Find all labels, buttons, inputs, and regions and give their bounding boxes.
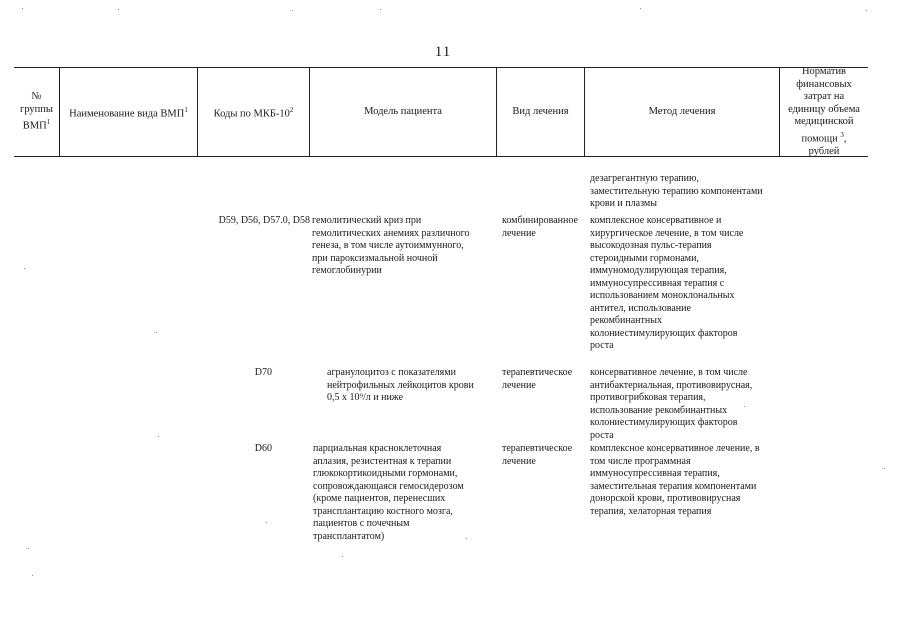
text-line: аплазия, резистентная к терапии bbox=[313, 455, 452, 467]
text-line: роста bbox=[590, 429, 614, 441]
scan-speck bbox=[884, 468, 885, 469]
text-line: том числе программная bbox=[590, 455, 691, 467]
text-line: заместительную терапию компонентами bbox=[590, 185, 763, 197]
scan-speck bbox=[158, 436, 159, 437]
header-group-no-line: № bbox=[31, 91, 42, 102]
text-line: антител, использование bbox=[590, 302, 691, 314]
treatment-type-cell bbox=[502, 215, 578, 240]
text-line: трансплантатом) bbox=[313, 530, 385, 542]
text-line: сопровождающаяся гемосидерозом bbox=[313, 480, 464, 492]
text-line: комбинированное bbox=[502, 215, 578, 226]
header-cost-norm-line: рублей bbox=[808, 145, 840, 157]
text-line: иммуносупрессивная терапия с bbox=[590, 277, 725, 289]
text-line: дезагрегантную терапию, bbox=[590, 173, 699, 184]
header-cost-norm: Норматив финансовых затрат на единицу объема медицинской помощи $^3$, рублей bbox=[788, 66, 860, 157]
scan-speck bbox=[466, 538, 467, 539]
text-line: терапия, хелаторная терапия bbox=[590, 505, 712, 517]
text-line: комплексное консервативное лечение, в bbox=[590, 443, 760, 454]
text-line: при пароксизмальной ночной bbox=[312, 252, 438, 264]
text-line: стероидными гормонами, bbox=[590, 252, 699, 264]
text-line: колониестимулирующих факторов bbox=[590, 327, 738, 339]
treatment-method-cell bbox=[590, 367, 752, 442]
footnote-ref: 2 bbox=[289, 105, 294, 114]
text-line: донорской крови, противовирусная bbox=[590, 493, 741, 504]
text-line: лечение bbox=[502, 227, 536, 239]
footnote-ref: 1 bbox=[184, 105, 188, 114]
header-icd-codes-text: Коды по МКБ-10 bbox=[213, 108, 290, 119]
text-line: хирургическое лечение, в том числе bbox=[590, 227, 744, 239]
text-line: гемолитических анемиях различного bbox=[312, 227, 470, 239]
text-line: высокодозная пульс-терапия bbox=[590, 240, 712, 251]
footnote-ref: 1 bbox=[46, 118, 51, 126]
text-line: лечение bbox=[502, 379, 536, 391]
scan-speck bbox=[22, 8, 23, 9]
header-treatment-method bbox=[585, 68, 779, 156]
scan-speck bbox=[744, 406, 745, 407]
header-group-no bbox=[14, 68, 59, 156]
scan-speck bbox=[32, 575, 33, 576]
footnote-ref: 3 bbox=[840, 130, 844, 139]
scan-speck bbox=[28, 548, 29, 549]
icd-codes-cell: D59, D56, D57.0, D58 bbox=[218, 215, 310, 226]
scan-speck bbox=[118, 9, 119, 10]
text-line: рекомбинантных bbox=[590, 315, 662, 326]
table-header bbox=[14, 67, 868, 157]
treatment-type-cell bbox=[502, 443, 572, 468]
header-patient-model-text: Модель пациента bbox=[364, 105, 442, 117]
header-patient-model bbox=[310, 68, 496, 156]
text-line: гемоглобинурии bbox=[312, 265, 382, 276]
text-line: использование рекомбинантных bbox=[590, 404, 728, 416]
text-line: использованием моноклональных bbox=[590, 290, 735, 301]
header-cost-norm-line: медицинской bbox=[794, 116, 854, 127]
page-number: 11 bbox=[434, 44, 452, 60]
text-line: противогрибковая терапия, bbox=[590, 392, 706, 403]
icd-codes-cell: D60 bbox=[254, 443, 272, 454]
text-line: генеза, в том числе аутоиммунного, bbox=[312, 240, 464, 251]
patient-model-cell bbox=[313, 443, 464, 543]
scan-speck bbox=[342, 556, 343, 557]
text-line: 0,5 х 10⁹/л и ниже bbox=[327, 392, 404, 403]
text-line: парциальная красноклеточная bbox=[313, 443, 442, 454]
text-line: агранулоцитоз с показателями bbox=[327, 367, 456, 378]
text-line: (кроме пациентов, перенесших bbox=[313, 493, 446, 504]
scan-speck bbox=[292, 10, 293, 11]
text-line: пациентов с почечным bbox=[313, 518, 410, 529]
scan-speck bbox=[640, 8, 641, 9]
header-cost-norm-line: Норматив bbox=[801, 66, 847, 77]
header-vmp-name bbox=[60, 68, 197, 156]
header-cost-norm-line: помощи bbox=[801, 133, 838, 144]
text-line: комплексное консервативное и bbox=[590, 215, 722, 226]
text-line: крови и плазмы bbox=[590, 198, 657, 209]
text-line: колониестимулирующих факторов bbox=[590, 417, 738, 428]
header-cost-norm-line: финансовых bbox=[796, 78, 852, 90]
scan-speck bbox=[24, 268, 25, 269]
scan-speck bbox=[866, 10, 867, 11]
text-line: терапевтическое bbox=[502, 367, 573, 378]
treatment-method-cell bbox=[590, 215, 743, 353]
text-line: иммуносупрессивная терапия, bbox=[590, 468, 720, 479]
header-treatment-method-text: Метод лечения bbox=[648, 105, 716, 117]
header-icd-codes bbox=[198, 68, 309, 156]
icd-codes-cell: D70 bbox=[254, 367, 272, 378]
text-line: консервативное лечение, в том числе bbox=[590, 367, 748, 378]
scan-speck bbox=[380, 9, 381, 10]
continued-method-text bbox=[590, 173, 763, 211]
text-line: глюкокортикоидными гормонами, bbox=[313, 468, 458, 479]
header-vmp-name-text: Наименование вида ВМП bbox=[69, 108, 185, 119]
text-line: гемолитический криз при bbox=[312, 215, 422, 226]
header-group-no-line: группы bbox=[20, 103, 53, 115]
text-line: заместительная терапия компонентами bbox=[590, 480, 757, 492]
text-line: иммуномодулирующая терапия, bbox=[590, 265, 727, 276]
patient-model-cell bbox=[312, 215, 470, 278]
header-cost-norm-line: единицу объема bbox=[788, 103, 860, 115]
text-line: трансплантацию костного мозга, bbox=[313, 505, 453, 517]
scan-speck bbox=[156, 332, 157, 333]
text-line: лечение bbox=[502, 455, 536, 467]
text-line: терапевтическое bbox=[502, 443, 573, 454]
header-treatment-type-text: Вид лечения bbox=[512, 105, 569, 117]
text-line: роста bbox=[590, 340, 614, 351]
treatment-type-cell bbox=[502, 367, 572, 392]
header-group-no-line: ВМП bbox=[22, 120, 47, 132]
treatment-method-cell bbox=[590, 443, 760, 518]
header-treatment-type bbox=[497, 68, 584, 156]
text-line: антибактериальная, противовирусная, bbox=[590, 379, 753, 391]
text-line: нейтрофильных лейкоцитов крови bbox=[327, 379, 474, 391]
header-cost-norm-line: затрат на bbox=[803, 91, 845, 102]
patient-model-cell bbox=[327, 367, 474, 405]
scan-speck bbox=[266, 522, 267, 523]
